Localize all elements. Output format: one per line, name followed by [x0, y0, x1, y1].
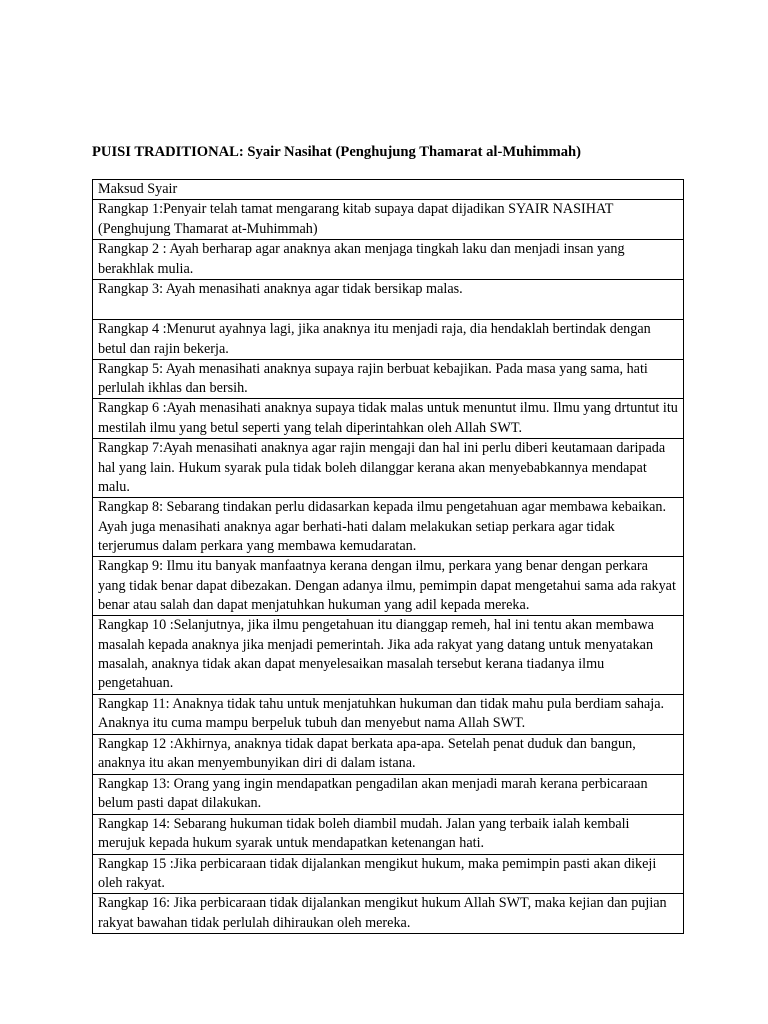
rangkap-9-cell: Rangkap 9: Ilmu itu banyak manfaatnya kerana dengan ilmu, perkara yang benar dengan perkara yang tidak benar dapat dibezakan. Dengan adanya ilmu, pemimpin dapat mengetahui sama ada rakyat benar atau salah dan dapat menjatuhkan hukuman yang adil kepada mereka.: [93, 557, 684, 616]
table-row: [93, 280, 684, 320]
table-row: [93, 814, 684, 854]
rangkap-12-cell: Rangkap 12 :Akhirnya, anaknya tidak dapat berkata apa-apa. Setelah penat duduk dan bangun, anaknya itu akan menyembunyikan diri di dalam istana.: [93, 734, 684, 774]
rangkap-14-cell: Rangkap 14: Sebarang hukuman tidak boleh diambil mudah. Jalan yang terbaik ialah kembali merujuk kepada hukum syarak untuk mendapatkan ketenangan hati.: [93, 814, 684, 854]
rangkap-15-cell: Rangkap 15 :Jika perbicaraan tidak dijalankan mengikut hukum, maka pemimpin pasti akan dikeji oleh rakyat.: [93, 854, 684, 894]
rangkap-7-cell: Rangkap 7:Ayah menasihati anaknya agar rajin mengaji dan hal ini perlu diberi keutamaan daripada hal yang lain. Hukum syarak pula tidak boleh dilanggar kerana akan menyebabkannya mendapat malu.: [93, 439, 684, 498]
rangkap-3-cell: Rangkap 3: Ayah menasihati anaknya agar tidak bersikap malas.: [93, 280, 684, 320]
table-row: [93, 774, 684, 814]
rangkap-10-cell: Rangkap 10 :Selanjutnya, jika ilmu pengetahuan itu dianggap remeh, hal ini tentu akan membawa masalah kepada anaknya jika menjadi pemerintah. Jika ada rakyat yang datang untuk menyatakan masalah, anaknya tidak akan dapat menyelesaikan masalah tersebut kerana tiadanya ilmu pengetahuan.: [93, 616, 684, 694]
table-row: [93, 557, 684, 616]
rangkap-4-cell: Rangkap 4 :Menurut ayahnya lagi, jika anaknya itu menjadi raja, dia hendaklah bertindak dengan betul dan rajin bekerja.: [93, 320, 684, 360]
table-row: [93, 359, 684, 399]
table-row: [93, 320, 684, 360]
rangkap-13-cell: Rangkap 13: Orang yang ingin mendapatkan pengadilan akan menjadi marah kerana perbicaraan belum pasti dapat dilakukan.: [93, 774, 684, 814]
rangkap-5-cell: Rangkap 5: Ayah menasihati anaknya supaya rajin berbuat kebajikan. Pada masa yang sama, hati perlulah ikhlas dan bersih.: [93, 359, 684, 399]
table-row: [93, 694, 684, 734]
table-row: [93, 498, 684, 557]
rangkap-11-cell: Rangkap 11: Anaknya tidak tahu untuk menjatuhkan hukuman dan tidak mahu pula berdiam sahaja. Anaknya itu cuma mampu berpeluk tubuh dan menyebut nama Allah SWT.: [93, 694, 684, 734]
table-header-cell: Maksud Syair: [93, 180, 684, 200]
table-row: [93, 439, 684, 498]
table-row: [93, 200, 684, 240]
table-row: [93, 240, 684, 280]
table-row: [93, 616, 684, 694]
rangkap-1-cell: Rangkap 1:Penyair telah tamat mengarang kitab supaya dapat dijadikan SYAIR NASIHAT (Penghujung Thamarat at-Muhimmah): [93, 200, 684, 240]
table-row: [93, 894, 684, 934]
table-row: [93, 734, 684, 774]
rangkap-2-cell: Rangkap 2 : Ayah berharap agar anaknya akan menjaga tingkah laku dan menjadi insan yang berakhlak mulia.: [93, 240, 684, 280]
rangkap-6-cell: Rangkap 6 :Ayah menasihati anaknya supaya tidak malas untuk menuntut ilmu. Ilmu yang drtuntut itu mestilah ilmu yang betul seperti yang telah diperintahkan oleh Allah SWT.: [93, 399, 684, 439]
document-title: PUISI TRADITIONAL: Syair Nasihat (Penghujung Thamarat al-Muhimmah): [92, 144, 581, 160]
rangkap-8-cell: Rangkap 8: Sebarang tindakan perlu didasarkan kepada ilmu pengetahuan agar membawa kebaikan. Ayah juga menasihati anaknya agar berhati-hati dalam melakukan setiap perkara agar tidak terjerumus dalam perkara yang membawa kemudaratan.: [93, 498, 684, 557]
table-header-row: [93, 180, 684, 200]
table-row: [93, 399, 684, 439]
table-row: [93, 854, 684, 894]
maksud-syair-table: [92, 179, 684, 934]
rangkap-16-cell: Rangkap 16: Jika perbicaraan tidak dijalankan mengikut hukum Allah SWT, maka kejian dan pujian rakyat bawahan tidak perlulah dihiraukan oleh mereka.: [93, 894, 684, 934]
